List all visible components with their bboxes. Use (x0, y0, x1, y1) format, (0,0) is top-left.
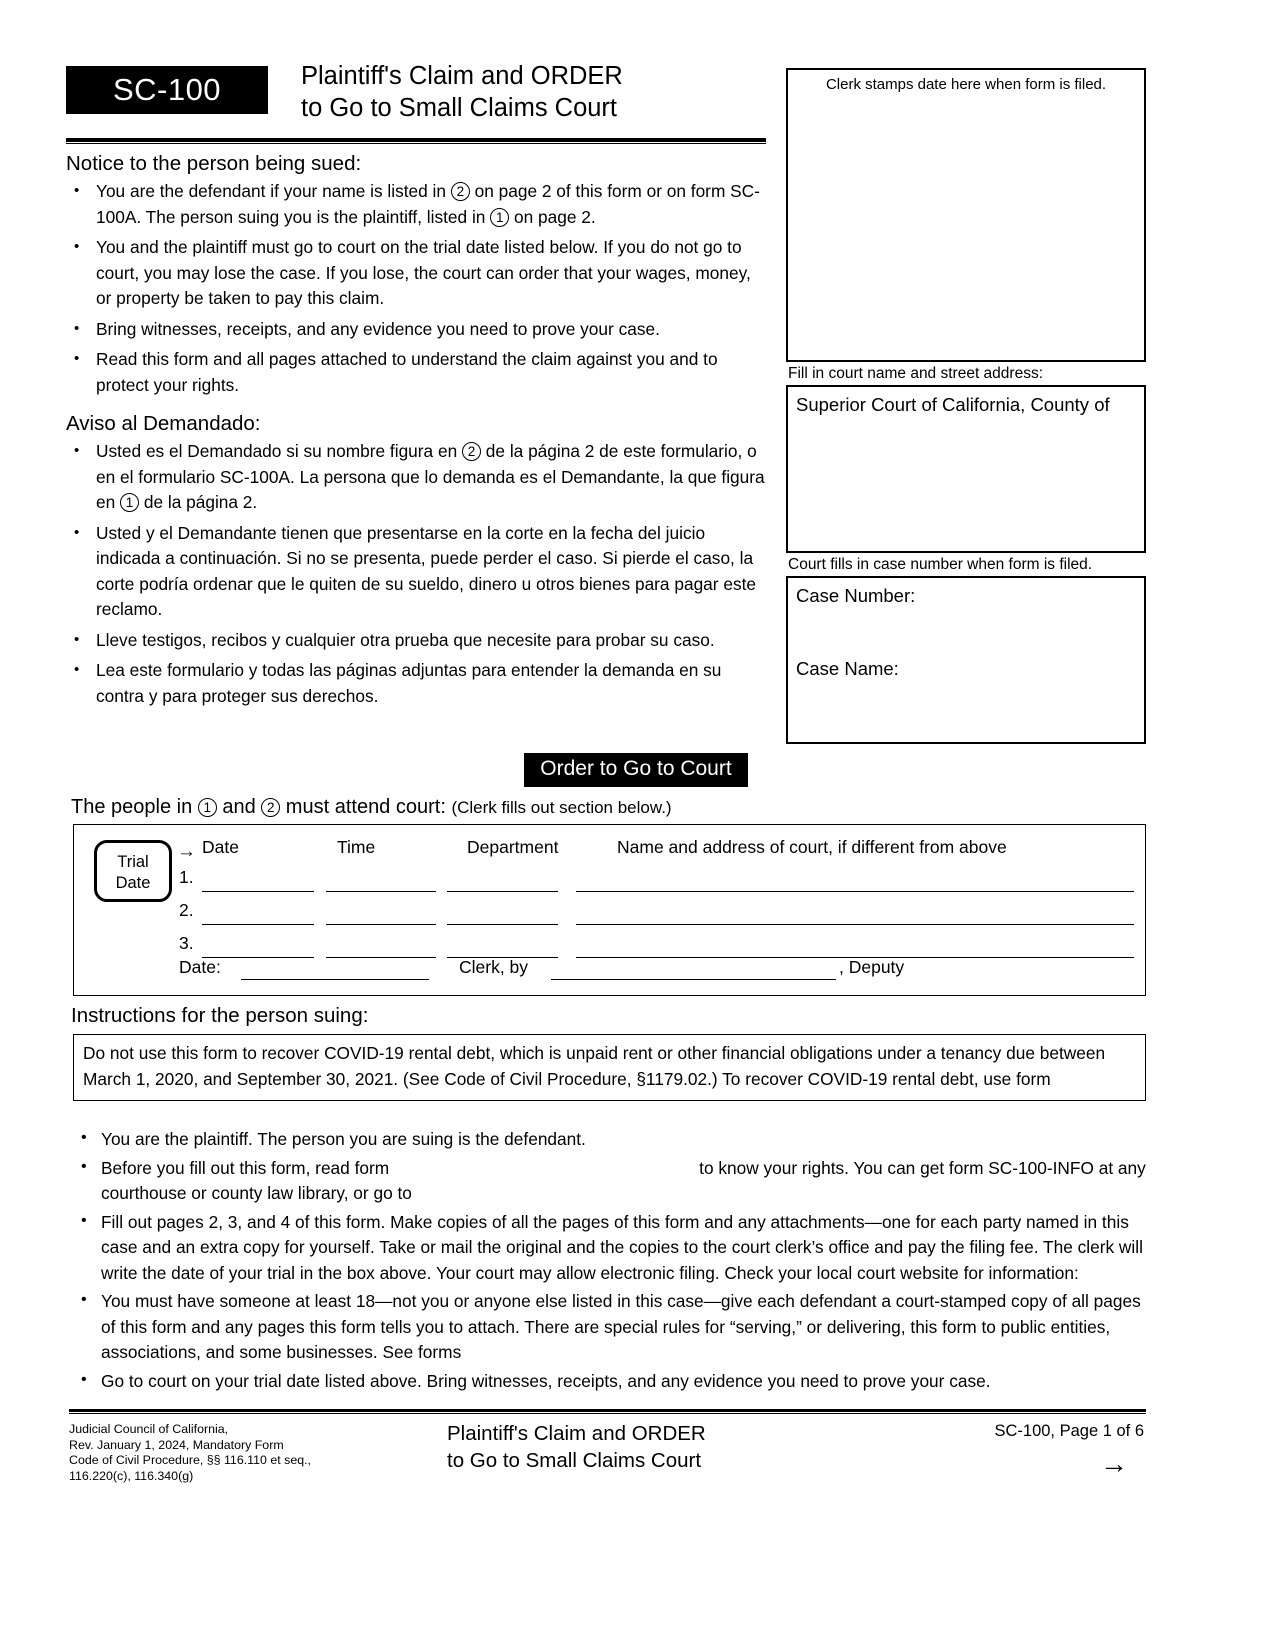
circle-number-1-icon: 1 (490, 208, 509, 227)
form-title (301, 60, 623, 124)
notice-bullet-1 (66, 179, 766, 230)
header-divider (66, 138, 766, 144)
instruction-bullet-5: • Go to court on your trial date listed above. Bring witnesses, receipts, and any evidence you need to prove your case. (71, 1369, 1146, 1395)
footer-legal-line-3: Code of Civil Procedure, §§ 116.110 et seq., (69, 1453, 311, 1467)
aviso-bullet-2: • Usted y el Demandante tienen que presentarse en la corte en la fecha del juicio indicada a continuación. Si no se presenta, puede perder el caso. Si pierde el caso, la corte podría ordenar que le quiten de su sueldo, dinero u otros bienes para pagar este reclamo. (66, 521, 766, 623)
instruction-2-part1: Before you fill out this form, read form (101, 1157, 390, 1178)
notice-bullet-4: • Read this form and all pages attached to understand the claim against you and to protect your rights. (66, 347, 766, 398)
aviso-heading: Aviso al Demandado: (66, 412, 261, 435)
instructions-list (71, 1127, 1146, 1397)
footer-divider (69, 1409, 1146, 1414)
clerk-by-line[interactable] (551, 979, 836, 980)
right-column (786, 68, 1146, 744)
aviso-bullet-4: • Lea este formulario y todas las páginas adjuntas para entender la demanda en su contra y para proteger sus derechos. (66, 658, 766, 709)
aviso-bullet-list (66, 439, 766, 709)
table-row[interactable] (179, 892, 1134, 925)
footer-legal-line-1: Judicial Council of California, (69, 1422, 229, 1436)
left-column (66, 146, 766, 714)
case-box-label: Court fills in case number when form is filed. (788, 556, 1093, 573)
court-name-address-field[interactable] (786, 385, 1146, 553)
case-name-label: Case Name: (796, 658, 899, 679)
right-arrow-icon: → (177, 841, 196, 862)
circle-number-1-icon: 1 (198, 798, 217, 817)
instruction-bullet-4: • You must have someone at least 18—not you or anyone else listed in this case—give each defendant a court-stamped copy of all pages of this form and any pages this form tells you to attach. There are special rules for “serving,” or delivering, this form to public entities, associations, and some businesses. See forms (71, 1289, 1146, 1366)
footer-title-line1: Plaintiff's Claim and ORDER (447, 1422, 706, 1445)
instruction-bullet-1: • You are the plaintiff. The person you are suing is the defendant. (71, 1127, 1146, 1153)
footer-legal-line-4: 116.220(c), 116.340(g) (69, 1468, 194, 1483)
row-number: 3. (179, 933, 194, 953)
footer-legal-line-2: Rev. January 1, 2024, Mandatory Form (69, 1437, 284, 1452)
form-title-line1: Plaintiff's Claim and ORDER (301, 62, 623, 90)
row-number: 1. (179, 867, 194, 887)
form-number-badge: SC-100 (66, 66, 268, 114)
clerk-by-label: Clerk, by (459, 957, 529, 977)
instruction-bullet-3: • Fill out pages 2, 3, and 4 of this form. Make copies of all the pages of this form and any attachments—one for each party named in this case and an extra copy for yourself. Take or mail the original and the copies to the court clerk’s office and pay the filing fee. The clerk will write the date of your trial in the box above. Your court may allow electronic filing. Check your local court website for information: (71, 1210, 1146, 1287)
form-title-line2: to Go to Small Claims Court (301, 94, 618, 122)
column-header-date: Date (202, 837, 239, 857)
footer-legal-block (69, 1422, 311, 1484)
footer-page-number: SC-100, Page 1 of 6 (994, 1422, 1144, 1440)
aviso-bullet-1-part1: Usted es el Demandado si su nombre figura en (96, 441, 462, 461)
circle-number-2-icon: 2 (462, 442, 481, 461)
column-header-department: Department (467, 837, 559, 857)
row3-time-line[interactable] (326, 957, 436, 958)
notice-bullet-1-part1: You are the defendant if your name is listed in (96, 181, 451, 201)
instruction-bullet-2 (71, 1156, 1146, 1207)
clerk-date-line[interactable] (241, 979, 429, 980)
deputy-label: , Deputy (839, 957, 905, 977)
instruction-2-part2: to know your rights. You can get form SC-100-INFO at any courthouse or county law library, or go to (101, 1157, 1146, 1203)
table-row[interactable] (179, 859, 1134, 892)
row-number: 2. (179, 900, 194, 920)
clerk-stamp-box (786, 68, 1146, 362)
trial-date-table (73, 824, 1146, 996)
form-page (66, 58, 1146, 1538)
order-banner-wrap (66, 753, 1146, 787)
column-header-name-address: Name and address of court, if different from above (617, 837, 1007, 857)
attend-court-line (71, 796, 672, 819)
aviso-bullet-3: • Lleve testigos, recibos y cualquier otra prueba que necesite para probar su caso. (66, 628, 766, 654)
court-name-value: Superior Court of California, County of (796, 394, 1110, 415)
circle-number-2-icon: 2 (451, 182, 470, 201)
aviso-bullet-1-part2: de la página 2 de este formulario, o en el formulario SC-100A. La persona que lo demanda es el Demandante, la que figura en (96, 441, 765, 512)
notice-bullet-list (66, 179, 766, 398)
notice-bullet-1-part3: on page 2. (509, 206, 596, 227)
notice-bullet-2: • You and the plaintiff must go to court on the trial date listed below. If you do not go to court, you may lose the case. If you lose, the court can order that your wages, money, or property be taken to pay this claim. (66, 235, 766, 312)
trial-date-pill (94, 840, 172, 902)
table-row[interactable] (179, 925, 1134, 958)
attend-pre: The people in (71, 796, 198, 818)
form-footer (69, 1420, 1146, 1520)
clerk-date-label: Date: (179, 957, 221, 977)
notice-bullet-1-part2: on page 2 of this form or on form SC-100A. The person suing you is the plaintiff, listed in (96, 181, 760, 227)
instructions-heading: Instructions for the person suing: (71, 1004, 369, 1027)
circle-number-2-icon: 2 (261, 798, 280, 817)
case-number-label: Case Number: (796, 585, 916, 606)
notice-bullet-3: • Bring witnesses, receipts, and any evidence you need to prove your case. (66, 317, 766, 343)
next-page-arrow-icon: → (1100, 1448, 1128, 1479)
court-box-label: Fill in court name and street address: (788, 365, 1044, 382)
trial-pill-line2: Date (115, 874, 151, 892)
aviso-bullet-1-part3: de la página 2. (139, 492, 258, 512)
attend-mid: and (216, 796, 262, 818)
trial-pill-line1: Trial (117, 853, 149, 871)
column-header-time: Time (337, 837, 376, 857)
aviso-bullet-1 (66, 439, 766, 516)
attend-paren: (Clerk fills out section below.) (451, 798, 672, 817)
circle-number-1-icon: 1 (120, 493, 139, 512)
notice-heading: Notice to the person being sued: (66, 152, 362, 175)
case-info-box[interactable] (786, 576, 1146, 744)
covid-rental-debt-notice: Do not use this form to recover COVID-19 rental debt, which is unpaid rent or other financial obligations under a tenancy due between March 1, 2020, and September 30, 2021. (See Code of Civil Procedure, §1179.02.) To recover COVID-19 rental debt, use form (73, 1034, 1146, 1101)
clerk-stamp-caption: Clerk stamps date here when form is filed. (825, 76, 1107, 93)
order-to-go-to-court-banner: Order to Go to Court (524, 753, 747, 787)
footer-title-line2: to Go to Small Claims Court (447, 1449, 702, 1472)
attend-post: must attend court: (280, 796, 452, 818)
footer-form-title (447, 1420, 706, 1474)
